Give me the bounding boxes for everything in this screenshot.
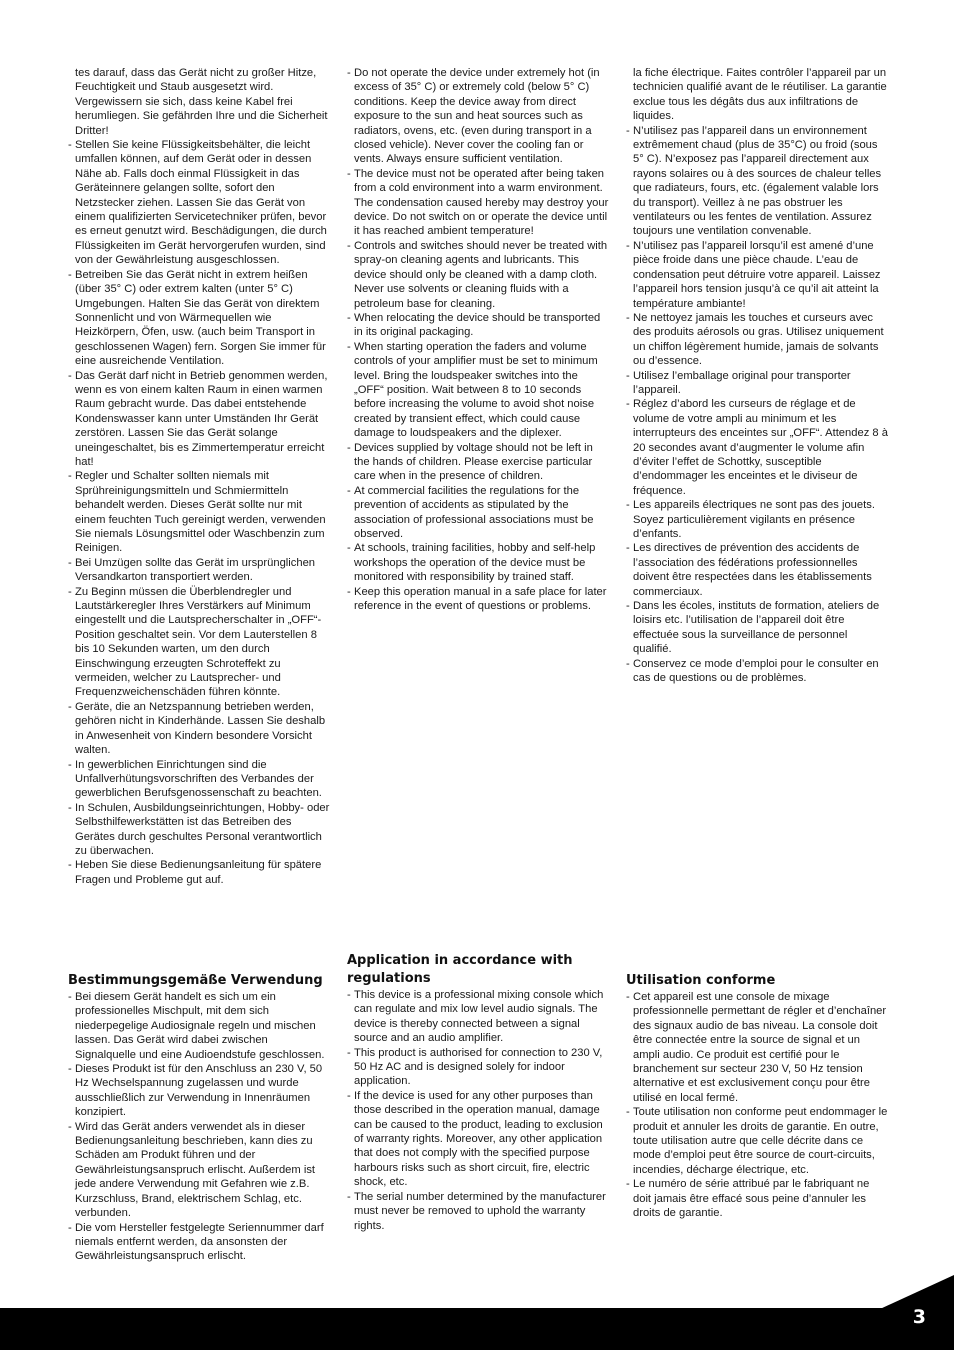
- list-item: - Cet appareil est une console de mixage professionnelle permettant de régler et d’enchaîner des signaux audio de bas niveau. La console doit être connectée entre la source de signal et un ampli audio. Ce produit est certifié pour le branchement sur secteur 230 V, 50 Hz tension alternative et est exclusivement conçu pour être utilisé en local fermé.: [626, 990, 888, 1105]
- list-item: - Wird das Gerät anders verwendet als in dieser Bedienungsanleitung beschrieben, kann dies zu Schäden am Produkt führen und der Gewährleistungsanspruch erlischt. Außerdem ist jede andere Verwendung mit Gefahren wie z.B. Kurzschluss, Brand, elektrischem Schlag, etc. verbunden.: [68, 1120, 330, 1221]
- list-item: - Zu Beginn müssen die Überblendregler und Lautstärkeregler Ihres Verstärkers auf Minimum eingestellt und die Lautsprecherschalter in „OFF“-Position geschaltet sein. Vor dem Lauterstellen 8 bis 10 Sekunden warten, um den durch Einschwingung erzeugten Schroteffekt zu vermeiden, welcher zu Lautsprecher- und Frequenzweichenschäden führen könnte.: [68, 585, 330, 700]
- german-usage-list: [68, 990, 330, 1264]
- list-item: - In Schulen, Ausbildungseinrichtungen, Hobby- oder Selbsthilfewerkstätten ist das Betreiben des Gerätes durch geschultes Personal verantwortlich zu überwachen.: [68, 801, 330, 859]
- list-item: - This device is a professional mixing console which can regulate and mix low level audio signals. The device is thereby connected between a signal source and an audio amplifier.: [347, 988, 609, 1046]
- list-item: - Controls and switches should never be treated with spray-on cleaning agents and lubricants. This device should only be cleaned with a damp cloth. Never use solvents or cleaning fluids with a petroleum base for cleaning.: [347, 239, 609, 311]
- list-item: tes darauf, dass das Gerät nicht zu großer Hitze, Feuchtigkeit und Staub ausgesetzt wird. Vergewissern sie sich, dass keine Kabel frei herumliegen. Sie gefährden Ihre und die Sicherheit Dritter!: [75, 67, 328, 137]
- list-item: - If the device is used for any other purposes than those described in the operation manual, damage can be caused to the product, leading to exclusion of warranty rights. Moreover, any other application that does not comply with the specified purpose harbours risks such as short circuit, fire, electric shock, etc.: [347, 1089, 609, 1190]
- list-item: la fiche électrique. Faites contrôler l’appareil par un technicien qualifié avant de le réutiliser. La garantie exclue tous les dégâts dus aux infiltrations de liquides.: [633, 67, 887, 123]
- list-item: - When relocating the device should be transported in its original packaging.: [347, 311, 609, 340]
- list-item: - Toute utilisation non conforme peut endommager le produit et annuler les droits de garantie. En outre, toute utilisation autre que celle décrite dans ce mode d’emploi peut être source de court-circuits, incendies, décharge électrique, etc.: [626, 1105, 888, 1177]
- list-item: - Regler und Schalter sollten niemals mit Sprühreinigungsmitteln und Schmiermitteln behandelt werden. Dieses Gerät sollte nur mit einem feuchten Tuch gereinigt werden, verwenden Sie niemals Lösungsmittel oder Waschbenzin zum Reinigen.: [68, 469, 330, 555]
- list-item: - Do not operate the device under extremely hot (in excess of 35° C) or extremely cold (below 5° C) conditions. Keep the device away from direct exposure to the sun and heat sources such as radiators, ovens, etc. (even during transport in a closed vehicle). Never cover the cooling fan or vents. Always ensure sufficient ventilation.: [347, 66, 609, 167]
- list-item: - Keep this operation manual in a safe place for later reference in the event of questions or problems.: [347, 585, 609, 614]
- list-item: - Les directives de prévention des accidents de l’association des fédérations professionnelles doivent être respectées dans les établissements commerciaux.: [626, 541, 888, 599]
- english-safety-section: [347, 66, 609, 613]
- german-safety-list: [68, 66, 330, 887]
- list-item: - Betreiben Sie das Gerät nicht in extrem heißen (über 35° C) oder extrem kalten (unter 5° C) Umgebungen. Halten Sie das Gerät von direktem Sonnenlicht und von Wärmequellen wie Heizkörpern, Öfen, usw. (auch beim Transport in geschlossenen Wagen) fern. Sorgen Sie immer für eine ausreichende Ventilation.: [68, 268, 330, 369]
- list-item: - Bei diesem Gerät handelt es sich um ein professionelles Mischpult, mit dem sich niederpegelige Audiosignale regeln und mischen lassen. Das Gerät wird dabei zwischen Signalquelle und eine Audioendstufe geschlossen.: [68, 990, 330, 1062]
- list-item: - At commercial facilities the regulations for the prevention of accidents as stipulated by the association of professional associations must be observed.: [347, 484, 609, 542]
- list-item: - Utilisez l’emballage original pour transporter l’appareil.: [626, 369, 888, 398]
- english-usage-section: [347, 952, 609, 1233]
- list-item: - Conservez ce mode d’emploi pour le consulter en cas de questions ou de problèmes.: [626, 657, 888, 686]
- german-usage-section: [68, 972, 330, 1264]
- page-number: 3: [912, 1306, 926, 1328]
- list-item: - In gewerblichen Einrichtungen sind die Unfallverhütungsvorschriften des Verbandes der gewerblichen Berufsgenossenschaft zu beachten.: [68, 758, 330, 801]
- section-heading: Utilisation conforme: [626, 973, 776, 988]
- list-item: - The serial number determined by the manufacturer must never be removed to uphold the warranty rights.: [347, 1190, 609, 1233]
- list-item: - Stellen Sie keine Flüssigkeitsbehälter, die leicht umfallen können, auf dem Gerät oder in dessen Nähe ab. Falls doch einmal Flüssigkeit in das Geräteinnere gelangen sollte, sofort den Netzstecker ziehen. Lassen Sie das Gerät von einem qualifizierten Servicetechniker prüfen, bevor es erneut genutzt wird. Beschädigungen, die durch Flüssigkeiten im Gerät hervorgerufen wurden, sind von der Gewährleistung ausgeschlossen.: [68, 138, 330, 268]
- french-safety-list: [626, 66, 888, 685]
- list-item: - Heben Sie diese Bedienungsanleitung für spätere Fragen und Probleme gut auf.: [68, 858, 330, 887]
- section-heading: Bestimmungsgemäße Verwendung: [68, 973, 323, 988]
- list-item: - Dans les écoles, instituts de formation, ateliers de loisirs etc. l’utilisation de l’appareil doit être effectuée sous la surveillance de personnel qualifié.: [626, 599, 888, 657]
- list-item: - When starting operation the faders and volume controls of your amplifier must be set to minimum level. Bring the loudspeaker switches into the „OFF“ position. Wait between 8 to 10 seconds before increasing the volume to avoid shot noise created by transient effect, which could cause damage to loudspeakers and the diplexer.: [347, 340, 609, 441]
- list-item: - Devices supplied by voltage should not be left in the hands of children. Please exercise particular care when in the presence of children.: [347, 441, 609, 484]
- french-usage-section: [626, 972, 888, 1221]
- list-item: - Ne nettoyez jamais les touches et curseurs avec des produits aérosols ou gras. Utilisez uniquement un chiffon légèrement humide, jamais de solvants ou d’essence.: [626, 311, 888, 369]
- list-item: - Réglez d’abord les curseurs de réglage et de volume de votre ampli au minimum et les interrupteurs des enceintes sur „OFF“. Attendez 8 à 20 secondes avant d’augmenter le volume afin d’éviter l’effet de Schottky, susceptible d’endommager les enceintes et le diviseur de fréquence.: [626, 397, 888, 498]
- list-item: - Die vom Hersteller festgelegte Seriennummer darf niemals entfernt werden, da ansonsten der Gewährleistungsanspruch erlischt.: [68, 1221, 330, 1264]
- list-item: - Bei Umzügen sollte das Gerät im ursprünglichen Versandkarton transportiert werden.: [68, 556, 330, 585]
- german-safety-section: [68, 66, 330, 887]
- english-safety-list: [347, 66, 609, 613]
- list-item: - Dieses Produkt ist für den Anschluss an 230 V, 50 Hz Wechselspannung zugelassen und wurde ausschließlich zur Verwendung in Innenräumen konzipiert.: [68, 1062, 330, 1120]
- footer-bar: [0, 1308, 954, 1350]
- list-item: - Geräte, die an Netzspannung betrieben werden, gehören nicht in Kinderhände. Lassen Sie deshalb in Anwesenheit von Kindern besondere Vorsicht walten.: [68, 700, 330, 758]
- list-item: - This product is authorised for connection to 230 V, 50 Hz AC and is designed solely for indoor application.: [347, 1046, 609, 1089]
- footer-corner-decoration: [880, 1275, 954, 1309]
- list-item: - Le numéro de série attribué par le fabriquant ne doit jamais être effacé sous peine d’annuler les droits de garantie.: [626, 1177, 888, 1220]
- list-item: - Les appareils électriques ne sont pas des jouets. Soyez particulièrement vigilants en présence d’enfants.: [626, 498, 888, 541]
- french-usage-list: [626, 990, 888, 1221]
- french-safety-section: [626, 66, 888, 685]
- list-item: - Das Gerät darf nicht in Betrieb genommen werden, wenn es von einem kalten Raum in einen warmen Raum gebracht wurde. Das dabei entstehende Kondenswasser kann unter Umständen Ihr Gerät zerstören. Lassen Sie das Gerät solange uneingeschaltet, bis es Zimmertemperatur erreicht hat!: [68, 369, 330, 470]
- list-item: - N’utilisez pas l’appareil dans un environnement extrêmement chaud (plus de 35°C) ou froid (sous 5° C). N’exposez pas l’appareil directement aux rayons solaires ou à des sources de chaleur telles que radiateurs, fours, etc. (également valable lors du transport). Veillez à ne pas obstruer les ventilateurs ou les fentes de ventilation. Assurez toujours une ventilation convenable.: [626, 124, 888, 239]
- list-item: - At schools, training facilities, hobby and self-help workshops the operation of the device must be monitored with responsibility by trained staff.: [347, 541, 609, 584]
- list-item: - The device must not be operated after being taken from a cold environment into a warm environment. The condensation caused hereby may destroy your device. Do not switch on or operate the device until it has reached ambient temperature!: [347, 167, 609, 239]
- list-item: - N’utilisez pas l’appareil lorsqu’il est amené d’une pièce froide dans une pièce chaude. L’eau de condensation peut détruire votre appareil. Laissez l’appareil hors tension jusqu’à ce qu’il ait atteint la température ambiante!: [626, 239, 888, 311]
- english-usage-list: [347, 988, 609, 1233]
- section-heading: Application in accordance with regulations: [347, 953, 573, 986]
